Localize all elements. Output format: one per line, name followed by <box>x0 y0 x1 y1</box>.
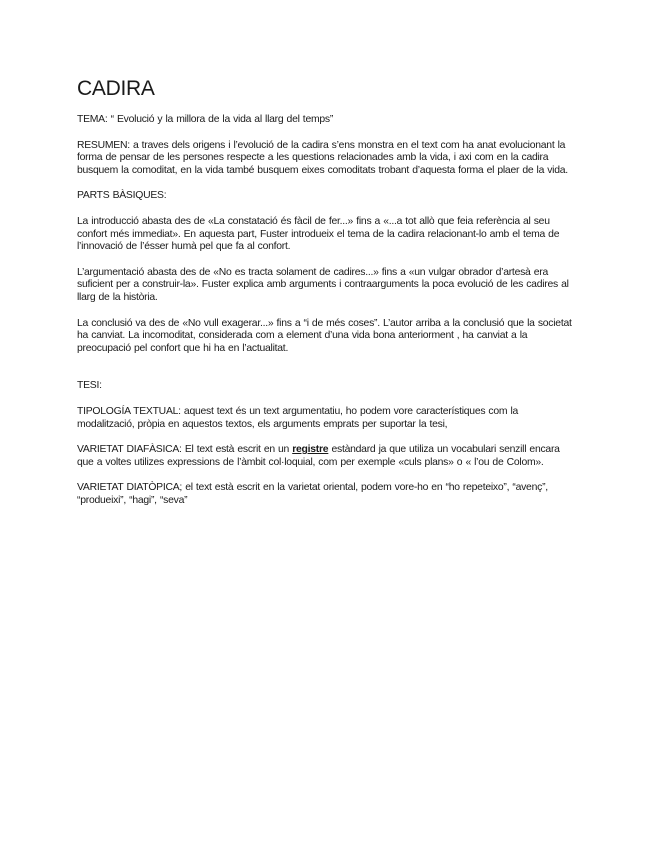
parts-basiques-heading: PARTS BÀSIQUES: <box>77 190 167 202</box>
conclusio-paragraph: La conclusió va des de «No vull exagerar...» fins a “i de més coses”. L’autor arriba a la conclusió que la societat ha canviat. La incomoditat, considerada com a element d’una vida bona anteriorment , ha canviat a la preocupació pel confort que hi ha en l’actualitat. <box>77 317 572 354</box>
tipologia-paragraph: TIPOLOGÍA TEXTUAL: aquest text és un text argumentatiu, ho podem vore característiques com la modalització, pròpia en aquestos textos, els arguments emprats per suportar la tesi, <box>77 405 519 430</box>
diafasica-text-before: VARIETAT DIAFÀSICA: El text està escrit en un <box>77 444 293 456</box>
document-title: CADIRA <box>77 77 155 100</box>
diatopica-paragraph: VARIETAT DIATÒPICA; el text està escrit en la varietat oriental, podem vore-ho en “ho repeteixo”, “avenç”, “produeixi”, “hagi”, “seva” <box>77 482 548 506</box>
resumen-paragraph: RESUMEN: a traves dels origens i l’evolució de la cadira s’ens monstra en el text com ha anat evolucionant la forma de pensar de les persones respecte a les questions relacionades amb la vida, i axi com en la cadira busquem la comoditat, en la vida també busquem eixes comoditats trobant d’aquesta forma el plaer de la vida. <box>77 139 568 176</box>
tesi-heading: TESI: <box>77 380 102 392</box>
diafasica-text-after: estàndard ja que utiliza un vocabulari senzill encara que a voltes utilizes expressions de l’àmbit col·loquial, com per exemple «culs plans» o « l’ou de Colom». <box>77 444 560 468</box>
introduccio-paragraph: La introducció abasta des de «La constatació és fàcil de fer...» fins a «...a tot allò que feia referència al seu confort més immediat». En aquesta part, Fuster introdueix el tema de la cadira relacionant-lo amb el tema de l’innovació de l’ésser humà pel que fa al confort. <box>77 215 560 253</box>
diafasica-paragraph <box>77 444 577 469</box>
argumentacio-paragraph: L’argumentació abasta des de «No es tracta solament de cadires...» fins a «un vulgar obrador d’artesà era suficient per a construir-la». Fuster explica amb arguments i contraarguments la poca evolució de les cadires al llarg de la història. <box>77 266 569 303</box>
registre-underlined-word: registre <box>292 444 329 456</box>
document-page <box>77 76 577 520</box>
tema-paragraph: TEMA: “ Evolució y la millora de la vida al llarg del temps” <box>77 114 334 125</box>
